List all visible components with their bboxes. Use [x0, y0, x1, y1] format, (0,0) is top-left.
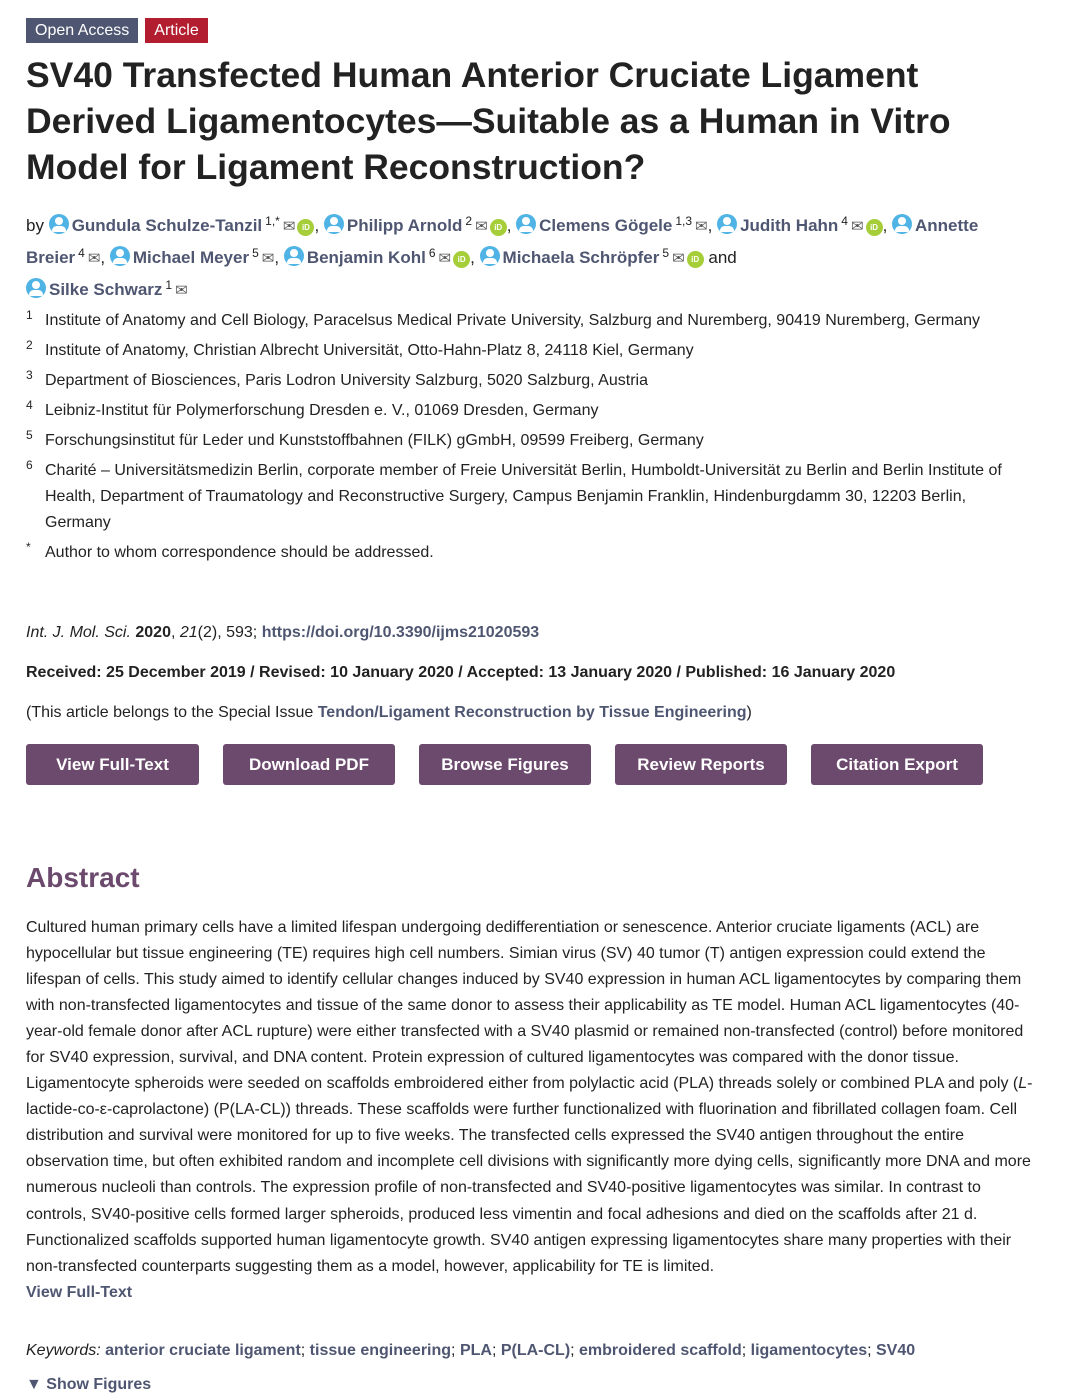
orcid-icon[interactable]: iD: [297, 219, 314, 236]
browse-figures-button[interactable]: Browse Figures: [419, 744, 591, 785]
citation-issue-pages: (2), 593;: [197, 624, 258, 641]
author-affiliation-sup: 6: [428, 246, 436, 260]
affiliation-item: [26, 368, 1036, 394]
special-issue-prefix: (This article belongs to the Special Issue: [26, 704, 314, 721]
abstract-text-part1: Cultured human primary cells have a limited lifespan undergoing dedifferentiation or senescence. Anterior cruciate ligaments (ACL) are hypocellular but tissue engineering (TE) requires high cell numbers. Simian virus (SV) 40 tumor (T) antigen expression could extend the lifespan of cells. This study aimed to identify cellular changes induced by SV40 expression in human ACL ligamentocytes by comparing them with non-transfected ligamentocytes and tissue of the same donor to assess their applicability as TE model. Human ACL ligamentocytes (40-year-old female donor after ACL rupture) were either transfected with a SV40 plasmid or remained non-transfected (control) before monitored for SV40 expression, survival, and DNA content. Protein expression of cultured ligamentocytes was compared with the donor tissue. Ligamentocyte spheroids were seeded on scaffolds embroidered either from polylactic acid (PLA) threads solely or combined PLA and poly (: [26, 919, 1024, 1093]
author-separator: ,: [707, 216, 718, 235]
affiliation-text: Charité – Universitätsmedizin Berlin, corporate member of Freie Universität Berlin, Humboldt-Universität zu Berlin and Berlin Institute of Health, Department of Traumatology and Reconstructive Surgery, Campus Benjamin Franklin, Hindenburgdamm 30, 12203 Berlin, Germany: [45, 462, 1002, 531]
keywords-line: Keywords: anterior cruciate ligament; tissue engineering; PLA; P(LA-CL); embroidered scaffold; ligamentocytes; SV40: [26, 1342, 916, 1359]
citation-separator: ,: [170, 624, 180, 641]
author-affiliation-sup: 1,3: [675, 214, 693, 228]
affiliation-text: Leibniz-Institut für Polymerforschung Dresden e. V., 01069 Dresden, Germany: [45, 402, 599, 419]
abstract-text-part2: -lactide-co-ε-caprolactone) (P(LA-CL)) threads. These scaffolds were further functionalized with fluorination and fibrillated collagen foam. Cell distribution and survival were monitored for up to five weeks. The transfected cells expressed the SV40 antigen throughout the entire observation time, but often exhibited random and incomplete cell divisions with significantly more dying cells, significantly more DNA and more numerous nucleoli than controls. The expression profile of non-transfected and SV40-positive ligamentocytes was similar. In contrast to controls, SV40-positive cells formed larger spheroids, produced less vimentin and focal adhesions and died on the scaffolds after 21 d. Functionalized scaffolds supported human ligamentocyte growth. SV40 antigen expressing ligamentocytes share many properties with their non-transfected counterparts suggesting them as a model, however, applicability for TE is limited.: [26, 1075, 1033, 1275]
affiliation-number: 6: [26, 458, 33, 472]
author-name-link[interactable]: Philipp Arnold: [346, 216, 463, 235]
author-list: [26, 208, 1036, 304]
keyword-link[interactable]: P(LA-CL): [500, 1342, 571, 1359]
affiliation-text: Forschungsinstitut für Leder und Kunststoffbahnen (FILK) gGmbH, 09599 Freiberg, Germany: [45, 432, 704, 449]
article-badges: [26, 18, 208, 43]
abstract-heading: Abstract: [26, 862, 140, 893]
person-icon[interactable]: [892, 214, 912, 234]
author-separator: ,: [100, 248, 110, 267]
mail-icon[interactable]: ✉: [695, 218, 708, 235]
author-name-link[interactable]: Michael Meyer: [132, 248, 250, 267]
author-separator: ,: [882, 216, 893, 235]
orcid-icon[interactable]: iD: [490, 219, 507, 236]
mail-icon[interactable]: ✉: [850, 218, 864, 235]
orcid-icon[interactable]: iD: [687, 251, 704, 268]
orcid-icon[interactable]: iD: [453, 251, 470, 268]
open-access-badge[interactable]: Open Access: [26, 18, 138, 43]
keywords-label: Keywords:: [26, 1342, 101, 1359]
article-type-badge: Article: [145, 18, 207, 43]
keyword-link[interactable]: SV40: [876, 1342, 916, 1359]
author-name-link[interactable]: Clemens Gögele: [539, 216, 673, 235]
keyword-link[interactable]: ligamentocytes: [750, 1342, 868, 1359]
publication-dates: Received: 25 December 2019 / Revised: 10 January 2020 / Accepted: 13 January 2020 / Published: 16 January 2020: [26, 664, 896, 681]
mail-icon[interactable]: ✉: [282, 218, 296, 235]
person-icon[interactable]: [717, 214, 737, 234]
person-icon[interactable]: [26, 278, 46, 298]
mail-icon[interactable]: ✉: [475, 218, 488, 235]
citation-export-button[interactable]: Citation Export: [811, 744, 983, 785]
abstract-text: [26, 915, 1036, 1306]
abstract-full-text-link[interactable]: View Full-Text: [26, 1283, 133, 1301]
author-separator: ,: [314, 216, 324, 235]
affiliation-item: [26, 458, 1036, 536]
special-issue-link[interactable]: Tendon/Ligament Reconstruction by Tissue Engineering: [317, 704, 747, 721]
author-name-link[interactable]: Michaela Schröpfer: [502, 248, 660, 267]
person-icon[interactable]: [324, 214, 344, 234]
download-pdf-button[interactable]: Download PDF: [223, 744, 395, 785]
affiliation-item: [26, 338, 1036, 364]
keyword-link[interactable]: tissue engineering: [309, 1342, 452, 1359]
person-icon[interactable]: [480, 246, 500, 266]
author-affiliation-sup: 1,*: [265, 214, 280, 228]
mail-icon[interactable]: ✉: [672, 250, 685, 267]
author-separator: ,: [470, 248, 480, 267]
affiliation-text: Author to whom correspondence should be addressed.: [45, 544, 434, 561]
person-icon[interactable]: [284, 246, 304, 266]
person-icon[interactable]: [49, 214, 69, 234]
person-icon[interactable]: [110, 246, 130, 266]
affiliation-text: Institute of Anatomy, Christian Albrecht Universität, Otto-Hahn-Platz 8, 24118 Kiel, Germany: [45, 342, 694, 359]
affiliation-text: Department of Biosciences, Paris Lodron University Salzburg, 5020 Salzburg, Austria: [45, 372, 648, 389]
author-name-link[interactable]: Benjamin Kohl: [306, 248, 426, 267]
show-figures-toggle[interactable]: ▼ Show Figures: [26, 1376, 152, 1393]
affiliation-item: [26, 398, 1036, 424]
affiliation-number: 4: [26, 398, 33, 412]
author-name-link[interactable]: Judith Hahn: [740, 216, 839, 235]
view-full-text-button[interactable]: View Full-Text: [26, 744, 199, 785]
mail-icon[interactable]: ✉: [175, 282, 188, 299]
author-separator: ,: [506, 216, 517, 235]
review-reports-button[interactable]: Review Reports: [615, 744, 787, 785]
author-affiliation-sup: 5: [252, 246, 259, 260]
doi-link[interactable]: https://doi.org/10.3390/ijms21020593: [261, 624, 540, 641]
author-affiliation-sup: 2: [465, 214, 473, 228]
author-name-link[interactable]: Silke Schwarz: [49, 280, 163, 299]
special-issue-note: [26, 704, 752, 722]
citation-line: [26, 624, 539, 642]
affiliation-number: *: [26, 540, 31, 554]
affiliation-item: [26, 308, 1036, 334]
mail-icon[interactable]: ✉: [261, 250, 275, 267]
person-icon[interactable]: [516, 214, 536, 234]
affiliation-number: 3: [26, 368, 33, 382]
citation-year: 2020: [135, 624, 171, 641]
special-issue-suffix: ): [746, 704, 752, 721]
abstract-text-italic: L: [1018, 1075, 1028, 1093]
authors-and: and: [708, 248, 737, 267]
orcid-icon[interactable]: iD: [866, 219, 883, 236]
mail-icon[interactable]: ✉: [87, 250, 101, 267]
affiliation-number: 2: [26, 338, 33, 352]
keyword-link[interactable]: anterior cruciate ligament: [105, 1342, 301, 1359]
affiliation-list: [26, 308, 1036, 570]
citation-volume: 21: [179, 624, 198, 641]
author-name-link[interactable]: Gundula Schulze-Tanzil: [71, 216, 263, 235]
authors-prefix: by: [26, 216, 49, 235]
mail-icon[interactable]: ✉: [438, 250, 452, 267]
author-affiliation-sup: 5: [662, 246, 670, 260]
affiliation-number: 5: [26, 428, 33, 442]
article-action-buttons: [26, 744, 983, 785]
affiliation-item: [26, 540, 1036, 566]
author-separator: ,: [274, 248, 284, 267]
keyword-link[interactable]: embroidered scaffold: [579, 1342, 742, 1359]
author-name-link[interactable]: Annette Breier: [26, 216, 979, 267]
keyword-link[interactable]: PLA: [459, 1342, 492, 1359]
author-affiliation-sup: 4: [78, 246, 85, 260]
journal-name: Int. J. Mol. Sci.: [26, 624, 131, 641]
article-title: SV40 Transfected Human Anterior Cruciate Ligament Derived Ligamentocytes—Suitable as a Human in Vitro Model for Ligament Reconstruction?: [26, 55, 951, 187]
author-affiliation-sup: 1: [165, 278, 173, 292]
affiliation-item: [26, 428, 1036, 454]
affiliation-text: Institute of Anatomy and Cell Biology, Paracelsus Medical Private University, Salzburg and Nuremberg, 90419 Nuremberg, Germany: [45, 312, 980, 329]
affiliation-number: 1: [26, 308, 33, 322]
author-affiliation-sup: 4: [841, 214, 848, 228]
